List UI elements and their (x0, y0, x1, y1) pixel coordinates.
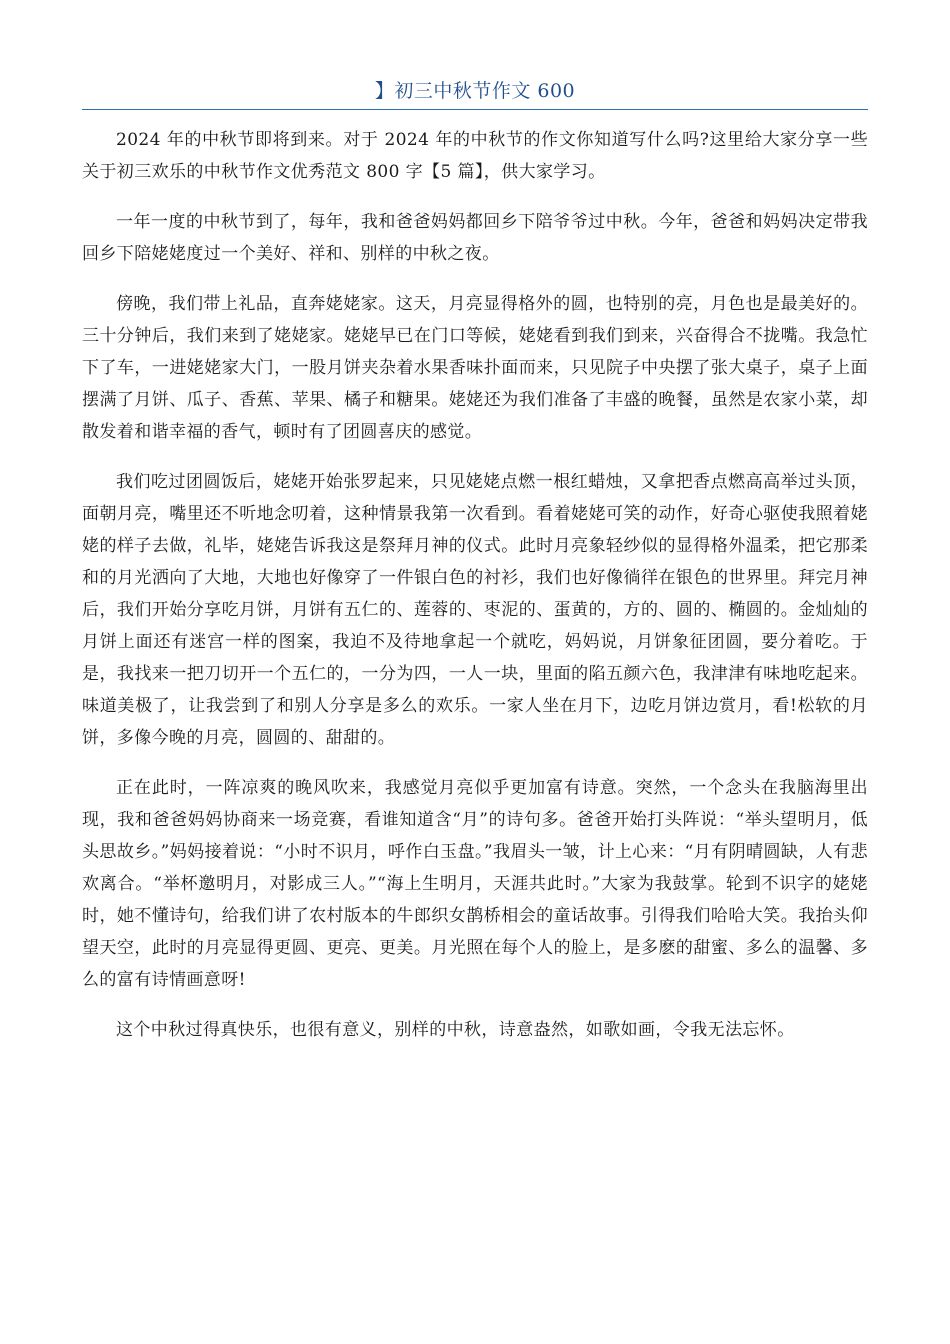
paragraph-3: 我们吃过团圆饭后，姥姥开始张罗起来，只见姥姥点燃一根红蜡烛，又拿把香点燃高高举过头顶，面朝月亮，嘴里还不听地念叨着，这种情景我第一次看到。看着姥姥可笑的动作，好奇心驱使我照着姥姥的样子去做，礼毕，姥姥告诉我这是祭拜月神的仪式。此时月亮象轻纱似的显得格外温柔，把它那柔和的月光洒向了大地，大地也好像穿了一件银白色的衬衫，我们也好像徜徉在银色的世界里。拜完月神后，我们开始分享吃月饼，月饼有五仁的、莲蓉的、枣泥的、蛋黄的，方的、圆的、椭圆的。金灿灿的月饼上面还有迷宫一样的图案，我迫不及待地拿起一个就吃，妈妈说，月饼象征团圆，要分着吃。于是，我找来一把刀切开一个五仁的，一分为四，一人一块，里面的陷五颜六色，我津津有味地吃起来。味道美极了，让我尝到了和别人分享是多么的欢乐。一家人坐在月下，边吃月饼边赏月，看!松软的月饼，多像今晚的月亮，圆圆的、甜甜的。 (82, 472, 868, 748)
paragraph-1: 一年一度的中秋节到了，每年，我和爸爸妈妈都回乡下陪爷爷过中秋。今年，爸爸和妈妈决定带我回乡下陪姥姥度过一个美好、祥和、别样的中秋之夜。 (82, 212, 868, 264)
paragraph-intro: 2024 年的中秋节即将到来。对于 2024 年的中秋节的作文你知道写什么吗?这里给大家分享一些关于初三欢乐的中秋节作文优秀范文 800 字【5 篇】，供大家学习。 (82, 130, 868, 182)
paragraph-5: 这个中秋过得真快乐，也很有意义，别样的中秋，诗意盎然，如歌如画，令我无法忘怀。 (116, 1020, 795, 1040)
document-body (82, 124, 868, 1064)
paragraph-4: 正在此时，一阵凉爽的晚风吹来，我感觉月亮似乎更加富有诗意。突然，一个念头在我脑海里出现，我和爸爸妈妈协商来一场竞赛，看谁知道含“月”的诗句多。爸爸开始打头阵说：“举头望明月，低头思故乡。”妈妈接着说：“小时不识月，呼作白玉盘。”我眉头一皱，计上心来：“月有阴晴圆缺，人有悲欢离合。“举杯邀明月，对影成三人。”“海上生明月，天涯共此时。”大家为我鼓掌。轮到不识字的姥姥时，她不懂诗句，给我们讲了农村版本的牛郎织女鹊桥相会的童话故事。引得我们哈哈大笑。我抬头仰望天空，此时的月亮显得更圆、更亮、更美。月光照在每个人的脸上，是多麽的甜蜜、多么的温馨、多么的富有诗情画意呀! (82, 778, 868, 990)
paragraph-2: 傍晚，我们带上礼品，直奔姥姥家。这天，月亮显得格外的圆，也特别的亮，月色也是最美好的。三十分钟后，我们来到了姥姥家。姥姥早已在门口等候，姥姥看到我们到来，兴奋得合不拢嘴。我急忙下了车，一进姥姥家大门，一股月饼夹杂着水果香味扑面而来，只见院子中央摆了张大桌子，桌子上面摆满了月饼、瓜子、香蕉、苹果、橘子和糖果。姥姥还为我们准备了丰盛的晚餐，虽然是农家小菜，却散发着和谐幸福的香气，顿时有了团圆喜庆的感觉。 (82, 294, 868, 442)
document-header (82, 76, 868, 110)
document-title: 】初三中秋节作文 600 (374, 80, 576, 102)
